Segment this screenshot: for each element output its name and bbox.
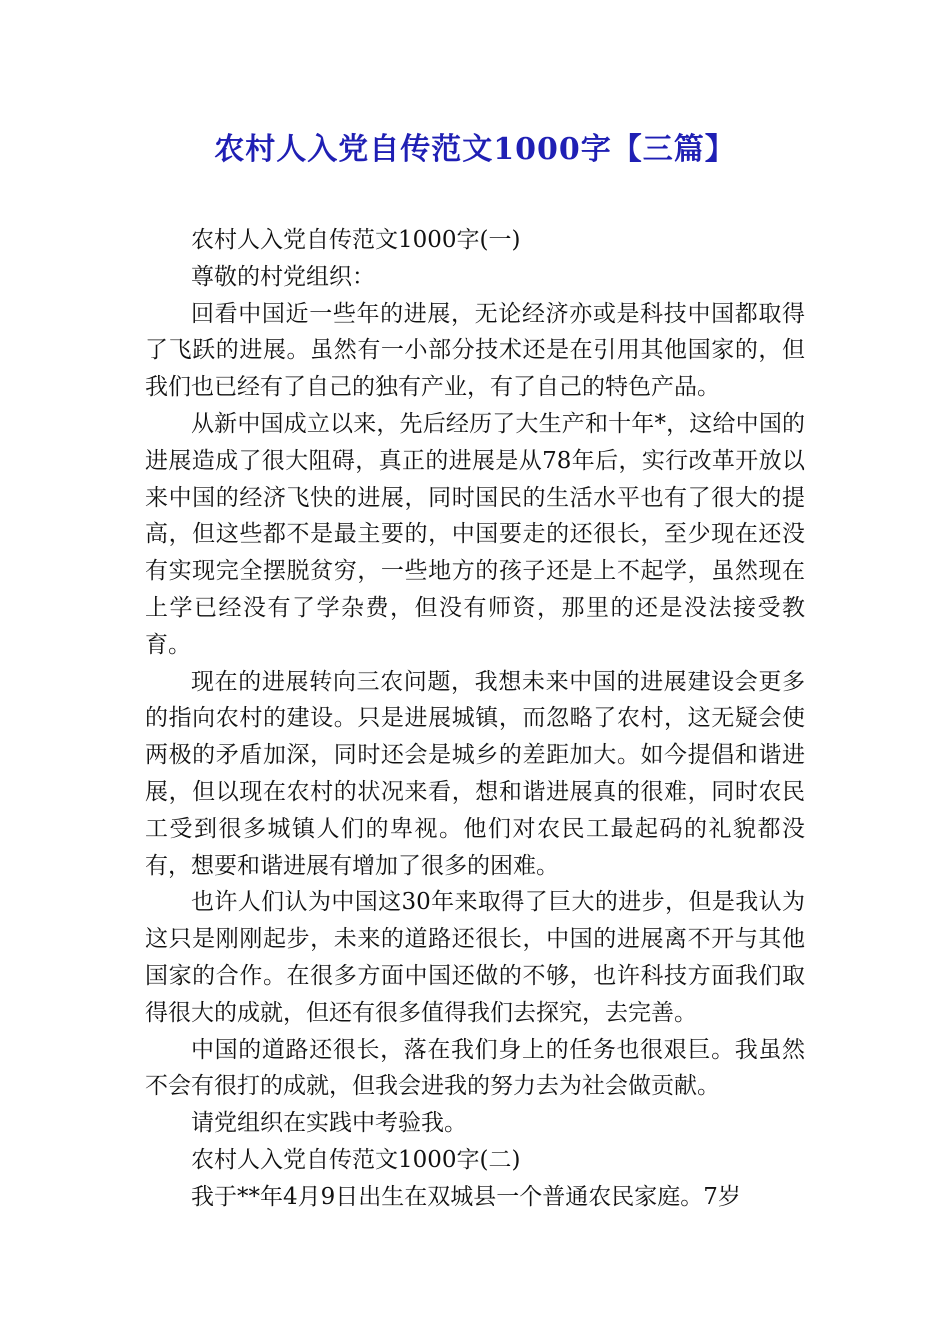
body-paragraph: 现在的进展转向三农问题，我想未来中国的进展建设会更多的指向农村的建设。只是进展城镇，而忽略了农村，这无疑会使两极的矛盾加深，同时还会是城乡的差距加大。如今提倡和谐进展，但以现在农村的状况来看，想和谐进展真的很难，同时农民工受到很多城镇人们的卑视。他们对农民工最起码的礼貌都没有，想要和谐进展有增加了很多的困难。 [145, 668, 805, 879]
closing-line: 请党组织在实践中考验我。 [191, 1110, 467, 1137]
section-heading-one: 农村人入党自传范文1000字(一) [191, 227, 521, 253]
document-title: 农村人入党自传范文1000字【三篇】 [214, 132, 736, 167]
body-paragraph: 从新中国成立以来，先后经历了大生产和十年*，这给中国的进展造成了很大阻碍，真正的进展是从78年后，实行改革开放以来中国的经济飞快的进展，同时国民的生活水平也有了很大的提高，但这些都不是最主要的，中国要走的还很长，至少现在还没有实现完全摆脱贫穷，一些地方的孩子还是上不起学，虽然现在上学已经没有了学杂费，但没有师资，那里的还是没法接受教育。 [145, 410, 805, 658]
body-paragraph: 中国的道路还很长，落在我们身上的任务也很艰巨。我虽然不会有很打的成就，但我会进我的努力去为社会做贡献。 [145, 1036, 805, 1100]
salutation: 尊敬的村党组织： [191, 263, 375, 290]
body-paragraph: 也许人们认为中国这30年来取得了巨大的进步，但是我认为这只是刚刚起步，未来的道路还很长，中国的进展离不开与其他国家的合作。在很多方面中国还做的不够，也许科技方面我们取得很大的成就，但还有很多值得我们去探究，去完善。 [145, 889, 805, 1026]
section-heading-two: 农村人入党自传范文1000字(二) [191, 1146, 521, 1173]
body-paragraph: 回看中国近一些年的进展，无论经济亦或是科技中国都取得了飞跃的进展。虽然有一小部分技术还是在引用其他国家的，但我们也已经有了自己的独有产业，有了自己的特色产品。 [145, 300, 805, 401]
document-body [145, 222, 805, 1216]
body-paragraph: 我于**年4月9日出生在双城县一个普通农民家庭。7岁 [191, 1183, 741, 1210]
